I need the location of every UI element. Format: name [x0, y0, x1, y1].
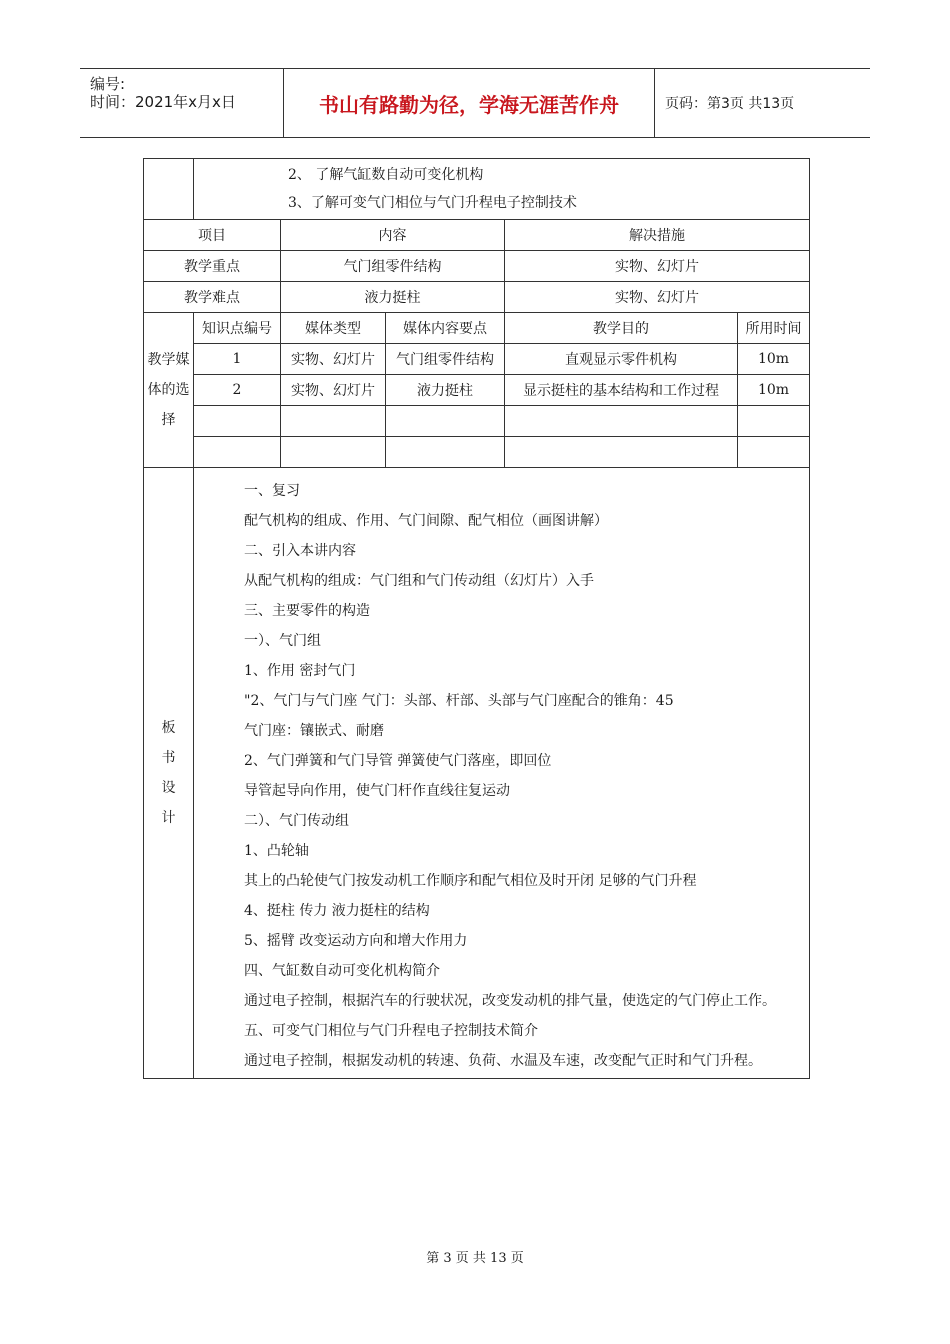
board-label [144, 713, 193, 833]
key-point-content: 气门组零件结构 [281, 251, 505, 282]
media-cell [386, 437, 505, 468]
board-line: 导管起导向作用，使气门杆作直线往复运动 [244, 783, 510, 799]
media-cell [738, 437, 810, 468]
board-label-char: 计 [161, 810, 176, 826]
media-cell: 气门组零件结构 [386, 344, 505, 375]
media-label-line: 体的选 [147, 382, 190, 398]
media-col-header: 教学目的 [505, 313, 738, 344]
media-cell [194, 406, 281, 437]
media-label-cell [144, 313, 194, 468]
media-col-header: 媒体类型 [281, 313, 386, 344]
board-content-cell [194, 468, 810, 1079]
difficult-point-content: 液力挺柱 [281, 282, 505, 313]
media-cell [386, 406, 505, 437]
media-row [144, 437, 810, 468]
media-label-line: 教学媒 [147, 352, 190, 368]
objectives-label-cell [144, 159, 194, 220]
key-point-row [144, 251, 810, 282]
difficult-point-solution: 实物、幻灯片 [505, 282, 810, 313]
board-line: 1、凸轮轴 [244, 843, 309, 859]
board-line: 三、主要零件的构造 [244, 603, 370, 619]
board-line: 一）、气门组 [244, 633, 321, 649]
board-label-cell [144, 468, 194, 1079]
board-line: 通过电子控制，根据汽车的行驶状况，改变发动机的排气量，使选定的气门停止工作。 [244, 993, 776, 1009]
board-design-row [144, 468, 810, 1079]
objectives-cell [194, 159, 810, 220]
board-line: 一、复习 [244, 483, 300, 499]
item-header: 项目 [144, 220, 281, 251]
board-line: 其上的凸轮使气门按发动机工作顺序和配气相位及时开闭 足够的气门升程 [244, 873, 697, 889]
board-line: 二）、气门传动组 [244, 813, 349, 829]
page-header [80, 68, 870, 138]
media-label-line: 择 [161, 412, 176, 428]
number-label: 编号: [90, 75, 126, 93]
media-cell [505, 406, 738, 437]
lesson-plan-table [143, 158, 810, 1079]
header-meta [80, 69, 284, 137]
objective-line: 3、了解可变气门相位与气门升程电子控制技术 [288, 195, 577, 211]
board-line: 从配气机构的组成：气门组和气门传动组（幻灯片）入手 [244, 573, 594, 589]
board-line: 四、气缸数自动可变化机构简介 [244, 963, 440, 979]
media-row [144, 375, 810, 406]
media-cell: 液力挺柱 [386, 375, 505, 406]
board-label-char: 书 [161, 750, 176, 766]
board-line: 5、摇臂 改变运动方向和增大作用力 [244, 933, 468, 949]
board-label-char: 设 [161, 780, 176, 796]
media-header-row [144, 313, 810, 344]
media-cell: 10m [738, 375, 810, 406]
board-line: 4、挺柱 传力 液力挺柱的结构 [244, 903, 430, 919]
media-col-header: 知识点编号 [194, 313, 281, 344]
media-cell [505, 437, 738, 468]
difficult-point-row [144, 282, 810, 313]
media-cell: 显示挺柱的基本结构和工作过程 [505, 375, 738, 406]
media-cell [194, 437, 281, 468]
media-row [144, 406, 810, 437]
media-cell: 10m [738, 344, 810, 375]
key-point-label: 教学重点 [144, 251, 281, 282]
table-header-row [144, 220, 810, 251]
board-line: 配气机构的组成、作用、气门间隙、配气相位（画图讲解） [244, 513, 608, 529]
media-cell [281, 437, 386, 468]
media-row [144, 344, 810, 375]
objectives-row [144, 159, 810, 220]
motto: 书山有路勤为径，学海无涯苦作舟 [284, 69, 655, 137]
board-line: 二、引入本讲内容 [244, 543, 356, 559]
media-cell: 实物、幻灯片 [281, 375, 386, 406]
media-cell: 1 [194, 344, 281, 375]
media-cell: 直观显示零件机构 [505, 344, 738, 375]
media-cell: 实物、幻灯片 [281, 344, 386, 375]
content-header: 内容 [281, 220, 505, 251]
media-col-header: 所用时间 [738, 313, 810, 344]
page-footer: 第 3 页 共 13 页 [426, 1251, 524, 1266]
difficult-point-label: 教学难点 [144, 282, 281, 313]
board-line: 通过电子控制，根据发动机的转速、负荷、水温及车速，改变配气正时和气门升程。 [244, 1053, 762, 1069]
time-label: 时间：2021年x月x日 [90, 93, 236, 111]
media-cell [738, 406, 810, 437]
media-cell: 2 [194, 375, 281, 406]
media-label [144, 345, 193, 435]
board-line: 五、可变气门相位与气门升程电子控制技术简介 [244, 1023, 538, 1039]
solution-header: 解决措施 [505, 220, 810, 251]
media-col-header: 媒体内容要点 [386, 313, 505, 344]
board-label-char: 板 [161, 720, 176, 736]
board-line: "2、气门与气门座 气门：头部、杆部、头部与气门座配合的锥角：45 [244, 693, 674, 709]
board-line: 1、作用 密封气门 [244, 663, 356, 679]
objective-line: 2、 了解气缸数自动可变化机构 [288, 167, 484, 183]
board-line: 2、气门弹簧和气门导管 弹簧使气门落座，即回位 [244, 753, 552, 769]
board-content [194, 468, 809, 1078]
page-info: 页码：第3页 共13页 [665, 96, 795, 112]
key-point-solution: 实物、幻灯片 [505, 251, 810, 282]
media-cell [281, 406, 386, 437]
board-line: 气门座：镶嵌式、耐磨 [244, 723, 384, 739]
